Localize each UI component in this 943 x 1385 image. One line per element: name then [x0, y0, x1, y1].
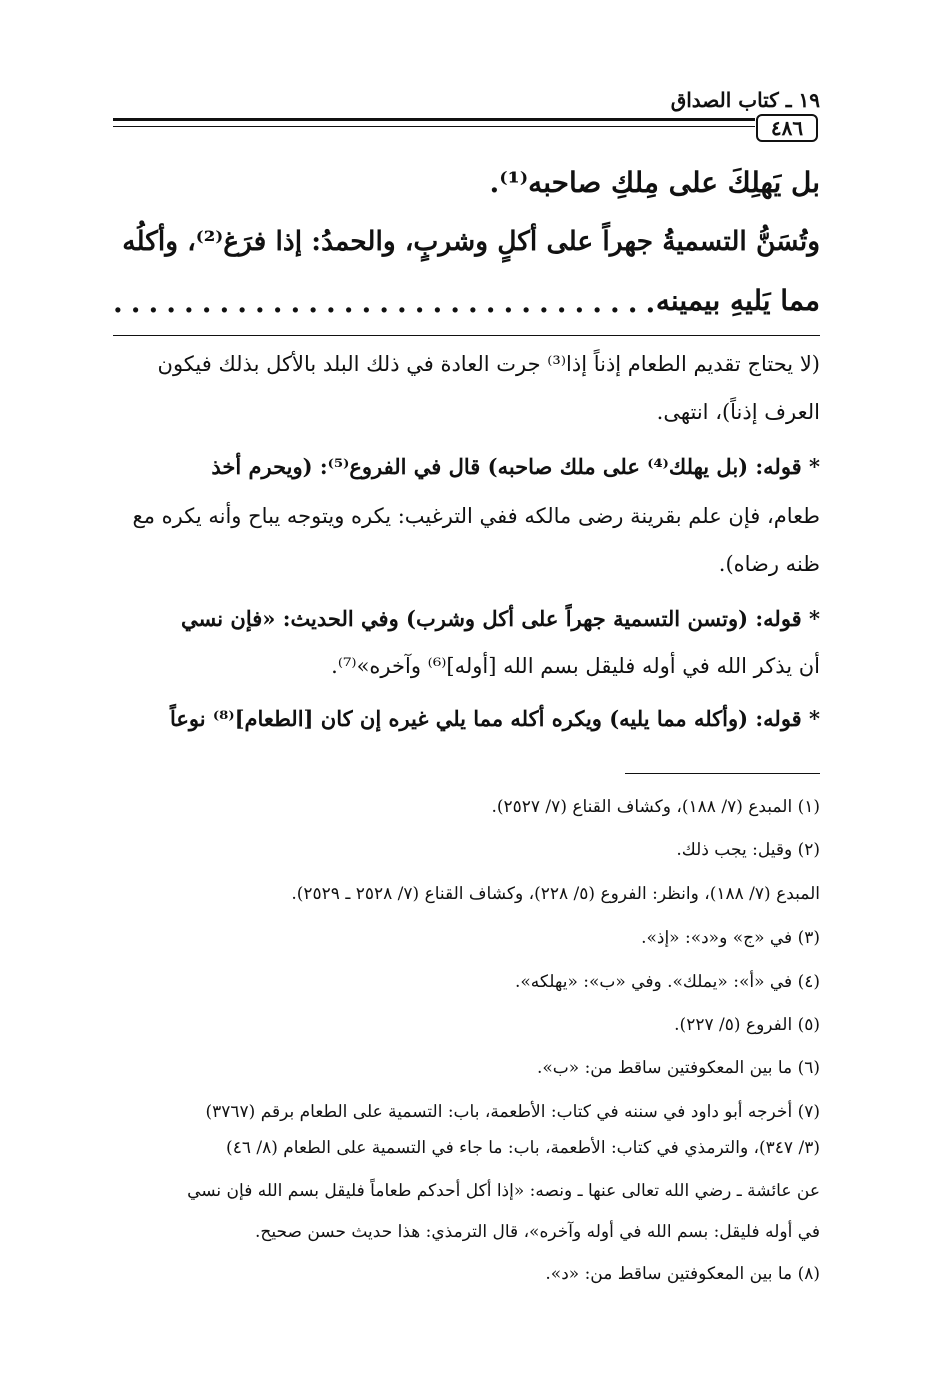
commentary-line: ظنه رضاه). [718, 552, 820, 576]
footnote-text: وقيل: يجب ذلك. [676, 840, 793, 860]
footnote-item [113, 1015, 820, 1035]
header-rule-thin [113, 126, 755, 127]
commentary-line: (لا يحتاج تقديم الطعام إذناً إذا⁽³⁾ جرت العادة في ذلك البلد بالأكل بذلك فيكون [157, 352, 820, 376]
footnote-item [113, 972, 820, 992]
footnote-item [113, 1264, 820, 1284]
footnote-text: عن عائشة ـ رضي الله تعالى عنها ـ ونصه: «إذا أكل أحدكم طعاماً فليقل بسم الله فإن نسي [187, 1181, 820, 1201]
footnote-number: (٣) [797, 928, 820, 948]
footnote-number: (٢) [797, 840, 820, 860]
footnote-item [113, 1181, 820, 1201]
footnote-number: (٦) [797, 1058, 820, 1078]
footnote-text: في «ج» و«د»: «إذ». [641, 928, 793, 948]
footnote-item [113, 1058, 820, 1078]
footnote-number: (١) [797, 797, 820, 817]
footnote-text: (٣/ ٣٤٧)، والترمذي في كتاب: الأطعمة، باب: ما جاء في التسمية على الطعام (٨/ ٤٦) [226, 1138, 820, 1158]
page-number: ٤٨٦ [756, 114, 818, 142]
footnote-text: ما بين المعكوفتين ساقط من: «ب». [536, 1058, 793, 1078]
commentary-line: * قوله: (وأكله مما يليه) ويكره أكله مما يلي غيره إن كان [الطعام]⁽⁸⁾ نوعاً [169, 706, 820, 731]
footnote-separator [625, 773, 820, 774]
commentary-line: العرف إذناً)، انتهى. [656, 400, 820, 424]
footnote-item [113, 928, 820, 948]
footnote-text: في «أ»: «يملك». وفي «ب»: «يهلكه». [514, 972, 793, 992]
footnote-text: أخرجه أبو داود في سننه في كتاب: الأطعمة، باب: التسمية على الطعام برقم (٣٧٦٧) [205, 1102, 793, 1122]
matn-separator [113, 335, 820, 336]
footnote-item [113, 884, 820, 904]
matn-line-1: بل يَهلِكَ على مِلكِ صاحبه⁽¹⁾. [489, 166, 820, 199]
footnote-text: في أوله فليقل: بسم الله في أوله وآخره»، قال الترمذي: هذا حديث حسن صحيح. [255, 1222, 820, 1242]
footnote-text: ما بين المعكوفتين ساقط من: «د». [545, 1264, 793, 1284]
footnote-number: (٧) [797, 1102, 820, 1122]
commentary-line: * قوله: (بل يهلك⁽⁴⁾ على ملك صاحبه) قال في الفروع⁽⁵⁾: (ويحرم أخذ [211, 454, 820, 479]
footnote-text: المبدع (٧/ ١٨٨)، وانظر: الفروع (٥/ ٢٢٨)، وكشاف القناع (٧/ ٢٥٢٨ ـ ٢٥٢٩). [291, 884, 820, 904]
footnote-item [113, 1222, 820, 1242]
header-rule-thick [113, 118, 755, 121]
footnote-item [113, 1138, 820, 1158]
matn-line-3: مما يَليهِ بيمينه [655, 284, 820, 317]
footnote-number: (٤) [797, 972, 820, 992]
footnote-item [113, 1102, 820, 1122]
footnote-text: المبدع (٧/ ١٨٨)، وكشاف القناع (٧/ ٢٥٢٧). [491, 797, 793, 817]
chapter-title: ١٩ ـ كتاب الصداق [670, 88, 820, 112]
footnote-number: (٥) [797, 1015, 820, 1035]
footnote-number: (٨) [797, 1264, 820, 1284]
commentary-line: طعام، فإن علم بقرينة رضى مالكه ففي الترغيب: يكره ويتوجه يباح وأنه يكره مع [132, 504, 820, 528]
footnote-item [113, 840, 820, 860]
footnote-item [113, 797, 820, 817]
commentary-line: أن يذكر الله في أوله فليقل بسم الله [أوله]⁽⁶⁾ وآخره»⁽⁷⁾. [331, 654, 820, 678]
footnote-text: الفروع (٥/ ٢٢٧). [674, 1015, 793, 1035]
commentary-line: * قوله: (وتسن التسمية جهراً على أكل وشرب) وفي الحديث: «فإن نسي [181, 606, 820, 631]
matn-dots: ............................... [113, 286, 664, 319]
matn-line-2: وتُسَنُّ التسميةُ جهراً على أكلٍ وشربٍ، والحمدُ: إذا فرَغ⁽²⁾، وأكلُه [122, 226, 820, 257]
